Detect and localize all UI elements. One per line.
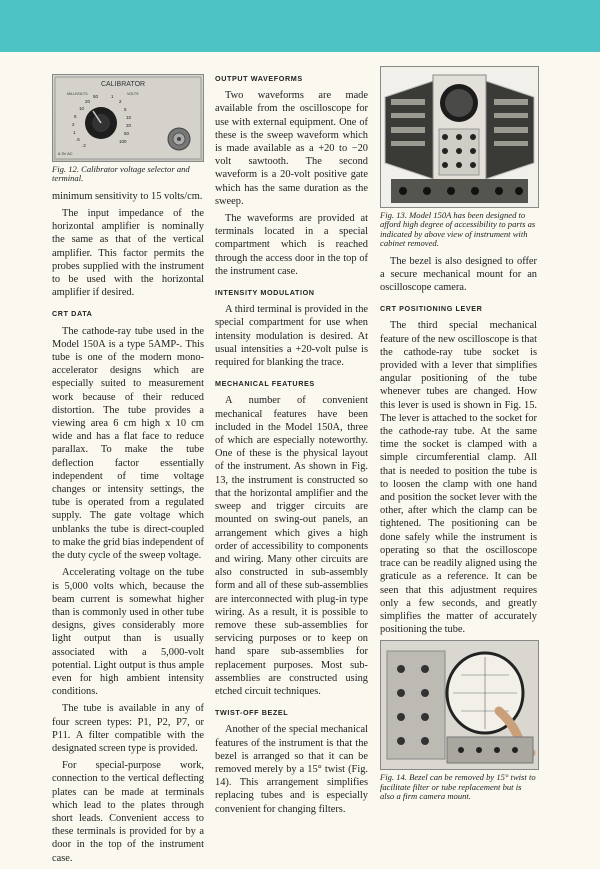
- scale-v-3: 5: [124, 107, 127, 112]
- column-middle: [215, 72, 368, 820]
- scale-mv-7: .5: [76, 137, 80, 142]
- volts-label: VOLTS: [127, 92, 139, 96]
- scale-v-2: 2: [119, 99, 122, 104]
- figure-12-caption: Fig. 12. Calibrator voltage selector and terminal.: [52, 164, 190, 184]
- paragraph: Accelerating voltage on the tube is 5,000 volts which, because the beam current is somewhat higher than is commonly used in other tube designs, gives considerably more light output than is usually associated with a 5,000-volt potential. Light output is thus ample even for high ambient intensity conditions.: [52, 567, 204, 698]
- paragraph: Two waveforms are made available from the oscilloscope for use with external equipment. One of these is the sweep waveform which is made available as a +20 to −20 volt sawtooth. The second waveform is a 20-volt positive gate which has the same duration as the sweep.: [215, 90, 368, 207]
- section-heading-twist-off-bezel: TWIST-OFF BEZEL: [215, 708, 289, 718]
- millivolts-label: MILLIVOLTS: [67, 92, 88, 96]
- scale-v-6: 50: [124, 131, 130, 136]
- scale-mv-5: 2: [72, 122, 75, 127]
- figure-14-photo: [380, 640, 539, 770]
- paragraph: Another of the special mechanical features of the instrument is that the bezel is arranged so that it can be removed merely by a 15° twist (Fig. 14). This arrangement simplifies replacing tubes and is especially convenient for changing filters.: [215, 724, 368, 815]
- paragraph: The third special mechanical feature of the new oscilloscope is that the cathode-ray tube socket is provided with a lever that simplifies angular positioning of the tube whenever tubes are changed. How this lever is used is shown in Fig. 15. The lever is attached to the socket for the cathode-ray tube. At the same time the socket is clamped with a simple circumferential clamp. All that is needed to position the tube is to loosen the clamp with one hand and position the socket lever with the other, after which the clamp can be tightened. The positioning can be done safely while the instrument is operating so that the oscilloscope trace can be readily aligned using the graticule as a reference. It can be seen that this adjustment requires only a few seconds, and greatly simplifies the matter of accurately positioning the tube.: [380, 320, 537, 636]
- paragraph: minimum sensitivity to 15 volts/cm.: [52, 190, 203, 202]
- scale-mv-8: .2: [82, 143, 86, 148]
- paragraph: The input impedance of the horizontal amplifier is nominally the same as that of the vertical amplifier. This factor permits the probes supplied with the instrument to be used with the horizontal amplifier if desired.: [52, 208, 204, 299]
- document-page: [0, 52, 600, 864]
- column-right: [380, 66, 537, 808]
- ac-label: 6.3V AC: [58, 151, 73, 156]
- header-color-band: [0, 0, 600, 52]
- paragraph: A third terminal is provided in the special compartment for use when intensity modulation is desired. At usual intensities a +20-volt pulse is required for blanking the trace.: [215, 304, 368, 369]
- scale-v-7: 100: [119, 139, 127, 144]
- scale-v-1: 1: [111, 94, 114, 99]
- paragraph: The waveforms are provided at terminals located in a special compartment which is reached through the access door in the top of the instrument case.: [215, 213, 368, 277]
- scale-mv-6: 1: [73, 130, 76, 135]
- paragraph: The bezel is also designed to offer a secure mechanical mount for an oscilloscope camera.: [380, 255, 537, 294]
- figure-14-caption: Fig. 14. Bezel can be removed by 15° twist to facilitate filter or tube replacement but is also a firm camera mount.: [380, 772, 536, 802]
- paragraph: For special-purpose work, connection to the vertical deflecting plates can be made at terminals which lead to the plates through short leads. Convenient access to these terminals is provided for by a door in the top of the instrument case.: [52, 760, 204, 864]
- scale-mv-2: 20: [85, 99, 91, 104]
- calibrator-panel-title: CALIBRATOR: [101, 81, 146, 88]
- figure-13-photo: [380, 66, 539, 208]
- column-left: [52, 74, 204, 869]
- section-heading-crt-data: CRT DATA: [52, 309, 93, 319]
- paragraph: A number of convenient mechanical features have been included in the Model 150A, three of which are especially noteworthy. One of these is the physical layout of the instrument. As shown in Fig. 13, the instrument is constructed so that the horizontal amplifier and the sweep and trigger circuits are mounted on swing-out panels, an arrangement which gives a high order of accessibility to components and wiring. Many other circuits are also constructed in sub-assembly form and all of these sub-assemblies are interconnected with plug-in type wiring. As a result, it is possible to remove these sub-assemblies for servicing purposes or to keep on hand spare sub-assemblies for replacement purposes. Most sub-assemblies are constructed using etched circuit techniques.: [215, 395, 368, 697]
- scale-mv-1: 50: [93, 94, 99, 99]
- section-heading-intensity-modulation: INTENSITY MODULATION: [215, 288, 315, 298]
- scale-v-4: 10: [126, 115, 132, 120]
- scale-mv-3: 10: [79, 106, 85, 111]
- scale-v-5: 20: [126, 123, 132, 128]
- figure-13-caption: Fig. 13. Model 150A has been designed to afford high degree of accessibility to parts as indicated by above view of instrument with cabinet removed.: [380, 210, 536, 249]
- section-heading-crt-positioning-lever: CRT POSITIONING LEVER: [380, 304, 483, 314]
- section-heading-mechanical-features: MECHANICAL FEATURES: [215, 379, 315, 389]
- section-heading-output-waveforms: OUTPUT WAVEFORMS: [215, 74, 303, 83]
- figure-12-photo: [52, 74, 204, 162]
- paragraph: The tube is available in any of four screen types: P1, P2, P7, or P11. A filter compatible with the designated screen type is provided.: [52, 703, 204, 754]
- paragraph: The cathode-ray tube used in the Model 150A is a type 5AMP-. This tube is one of the modern mono-accelerator designs which are especially suited to measurement work because of their reduced distortion. The tube provides a viewing area 6 cm high x 10 cm wide and has a flat face to reduce parallax. To make the tube deflection factor essentially independent of time voltage changes or intensity settings, the tube is operated from a regulated supply. The gate voltage which unblanks the tube is direct-coupled to make the grid bias independent of the duty cycle of the sweep voltage.: [52, 325, 204, 562]
- scale-mv-4: 5: [74, 114, 77, 119]
